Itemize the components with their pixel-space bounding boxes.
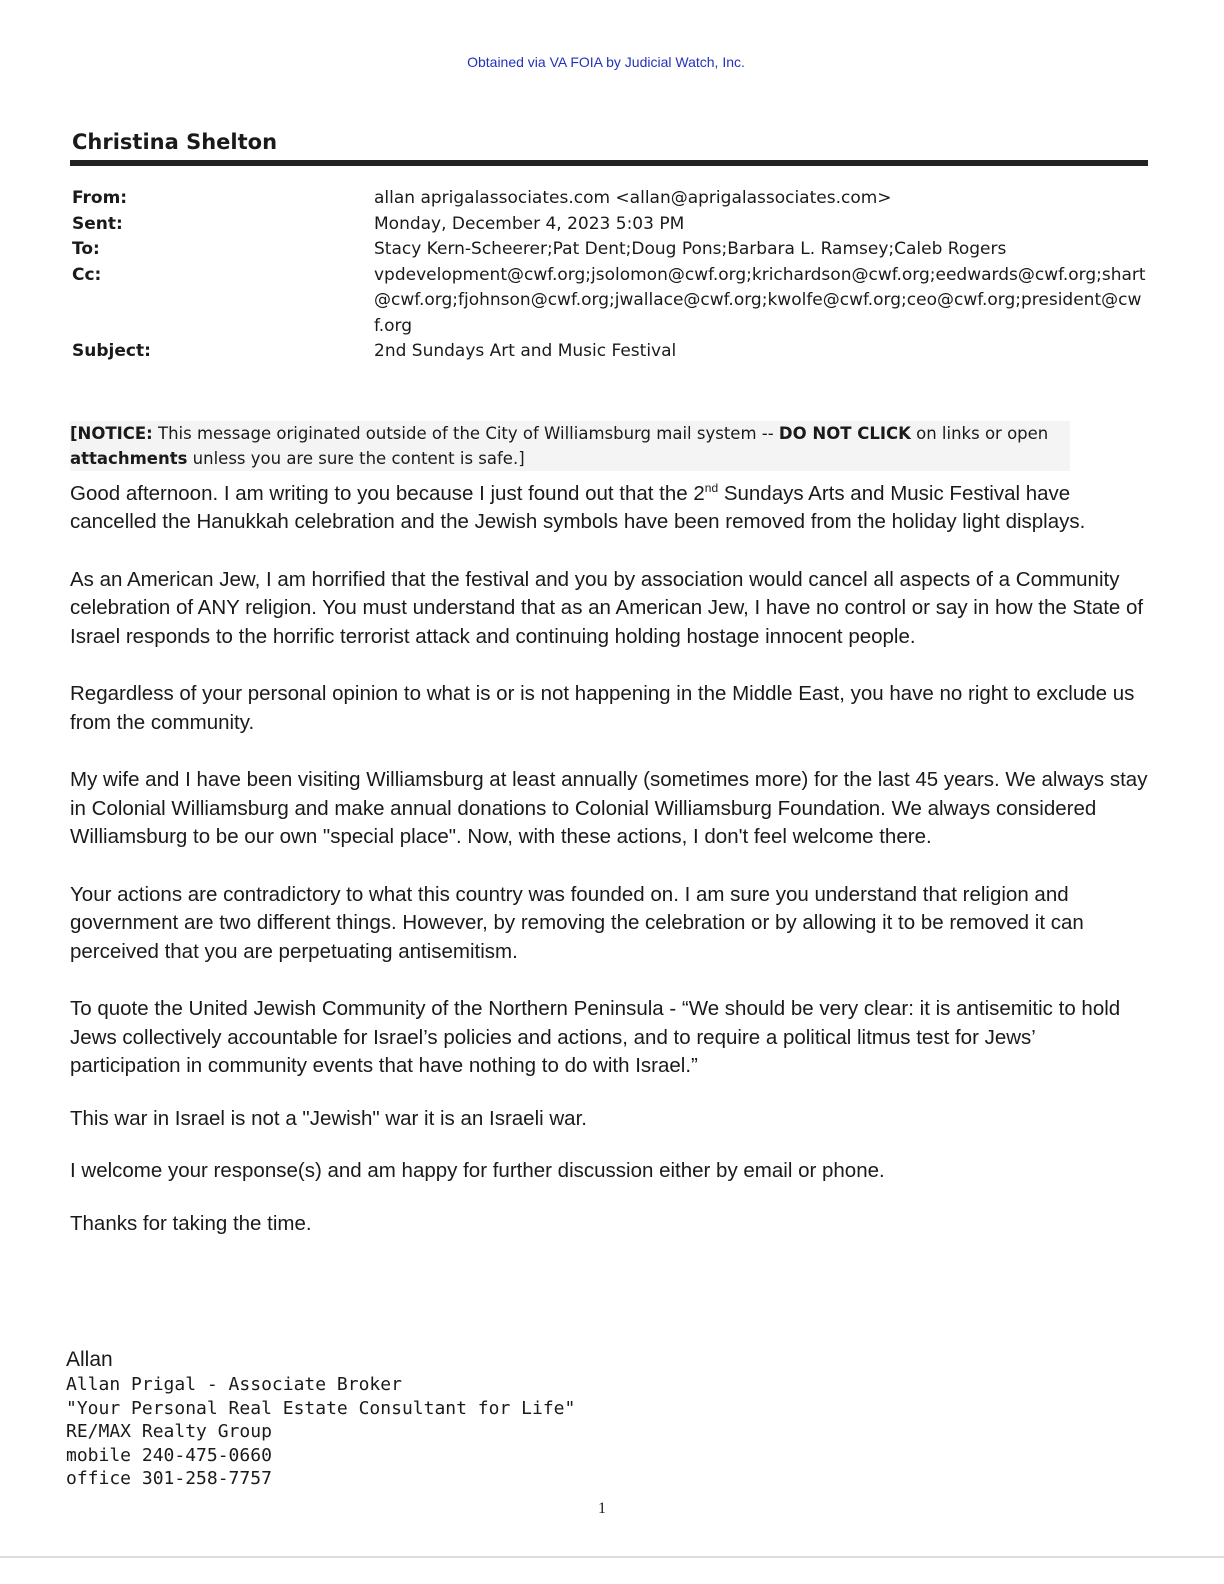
email-header xyxy=(72,186,1152,365)
from-value: allan aprigalassociates.com <allan@aprigalassociates.com> xyxy=(374,188,892,208)
subject-label: Subject: xyxy=(72,341,151,361)
subject-value: 2nd Sundays Art and Music Festival xyxy=(374,341,677,361)
body-p1-end: Sundays Arts and Music Festival have cancelled the Hanukkah celebration and the Jewish symbols have been removed from the holiday light displays. xyxy=(70,481,1086,534)
cc-value: vpdevelopment@cwf.org;jsolomon@cwf.org;krichardson@cwf.org;eedwards@cwf.org;shart@cwf.org;fjohnson@cwf.org;jwallace@cwf.org;kwolfe@cwf.org;ceo@cwf.org;president@cwf.org xyxy=(374,264,1146,336)
to-row xyxy=(72,237,1152,263)
body-paragraph: My wife and I have been visiting Williamsburg at least annually (sometimes more) for the last 45 years. We always stay in Colonial Williamsburg and make annual donations to Colonial Williamsburg Foundation. We always considered Williamsburg to be our own "special place". Now, with these actions, I don't feel welcome there. xyxy=(70,768,1148,849)
sent-value: Monday, December 4, 2023 5:03 PM xyxy=(374,213,685,234)
body-p1-start: Good afternoon. I am writing to you because I just found out that the 2 xyxy=(70,481,705,505)
signature-office: office 301-258-7757 xyxy=(66,1468,272,1489)
signature-tagline: "Your Personal Real Estate Consultant for Life" xyxy=(66,1397,576,1419)
sent-row xyxy=(72,212,1152,238)
body-paragraph: This war in Israel is not a "Jewish" war it is an Israeli war. xyxy=(70,1106,587,1130)
notice-bold-1: DO NOT CLICK xyxy=(778,424,911,443)
body-paragraph: Thanks for taking the time. xyxy=(70,1211,312,1235)
foia-stamp: Obtained via VA FOIA by Judicial Watch, Inc. xyxy=(467,54,745,70)
cc-label: Cc: xyxy=(72,264,102,285)
page-bottom-edge xyxy=(0,1556,1224,1558)
email-signature xyxy=(66,1347,575,1491)
notice-text-3: unless you are sure the content is safe.] xyxy=(187,449,525,468)
to-value: Stacy Kern-Scheerer;Pat Dent;Doug Pons;Barbara L. Ramsey;Caleb Rogers xyxy=(374,239,1007,259)
sent-label: Sent: xyxy=(72,213,123,234)
signature-title: Allan Prigal - Associate Broker xyxy=(66,1374,402,1395)
signature-name: Allan xyxy=(66,1348,113,1371)
body-paragraph xyxy=(70,474,1150,537)
notice-bold-2: attachments xyxy=(70,449,188,468)
from-label: From: xyxy=(72,188,128,208)
signature-company: RE/MAX Realty Group xyxy=(66,1421,272,1442)
body-paragraph-quote: To quote the United Jewish Community of the Northern Peninsula - “We should be very clear: it is antisemitic to hold Jews collectively accountable for Israel’s policies and actions, and to require a political litmus test for Jews’ participation in community events that have nothing to do with Israel.” xyxy=(70,997,1121,1078)
notice-text-2: on links or open xyxy=(910,424,1049,443)
body-paragraph: I welcome your response(s) and am happy for further discussion either by email or phone. xyxy=(70,1159,885,1183)
body-paragraph: Your actions are contradictory to what this country was founded on. I am sure you understand that religion and government are two different things. However, by removing the celebration or by allowing it to be removed it can perceived that you are perpetuating antisemitism. xyxy=(70,882,1084,963)
body-p1-superscript: nd xyxy=(704,481,719,495)
to-label: To: xyxy=(72,239,100,259)
body-paragraph: As an American Jew, I am horrified that the festival and you by association would cancel all aspects of a Community celebration of ANY religion. You must understand that as an American Jew, I have no control or say in how the State of Israel responds to the horrific terrorist attack and continuing holding hostage innocent people. xyxy=(70,567,1144,648)
external-mail-notice xyxy=(70,421,1070,471)
email-body xyxy=(70,474,1150,1262)
cc-row xyxy=(72,263,1152,340)
notice-open: [NOTICE: xyxy=(70,424,153,443)
mailbox-owner-name: Christina Shelton xyxy=(72,130,278,154)
header-divider xyxy=(70,160,1148,166)
subject-row xyxy=(72,339,1152,365)
signature-mobile: mobile 240-475-0660 xyxy=(66,1444,272,1466)
body-paragraph: Regardless of your personal opinion to what is or is not happening in the Middle East, you have no right to exclude us from the community. xyxy=(70,682,1135,734)
page-number: 1 xyxy=(598,1500,606,1517)
notice-text-1: This message originated outside of the City of Williamsburg mail system -- xyxy=(152,424,779,443)
from-row xyxy=(72,186,1152,212)
